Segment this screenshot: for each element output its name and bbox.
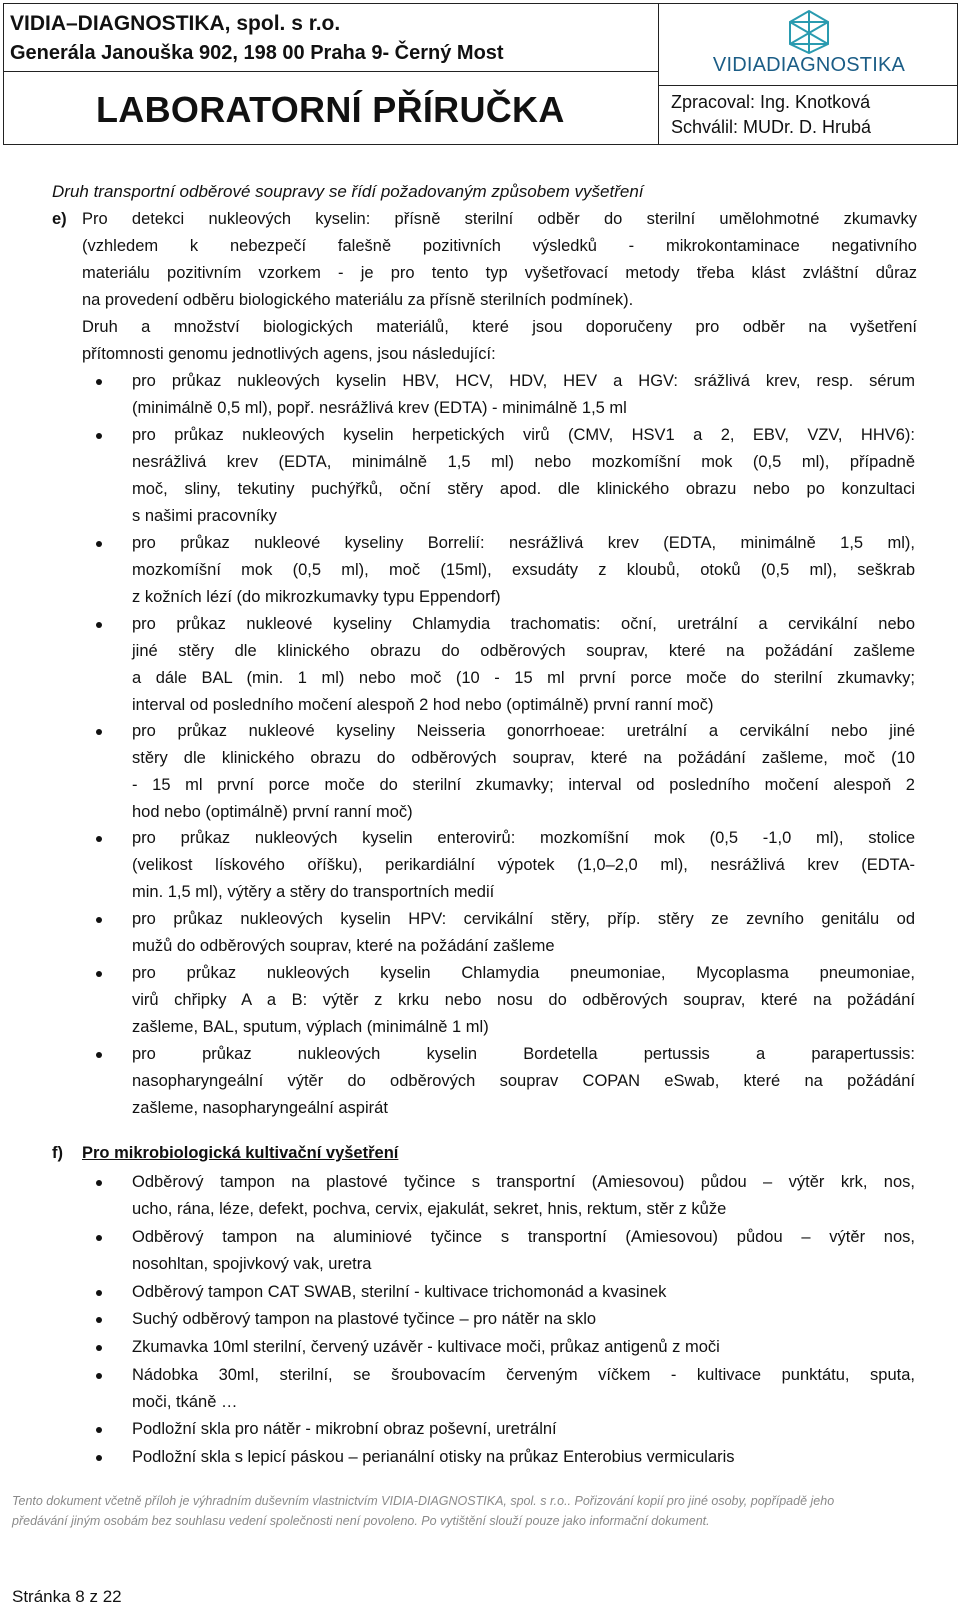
list-item-line: pro průkaz nukleové kyseliny Chlamydia trachomatis: oční, uretrální a cervikální nebo (132, 615, 915, 633)
list-item-line: virů chřipky A a B: výtěr z krku nebo nosu do odběrových souprav, které na požádání (132, 991, 915, 1009)
list-item-line: stěry dle klinického obrazu do odběrových souprav, které na požádání zašleme, moč (10 (132, 749, 915, 767)
prepared-by: Zpracoval: Ing. Knotková (671, 92, 871, 112)
bullet-dot (96, 1235, 102, 1241)
company-address: Generála Janouška 902, 198 00 Praha 9- Černý Most (10, 42, 504, 64)
section-e-text-line: (vzhledem k nebezpečí falešně pozitivních výsledků - mikrokontaminace negativního (82, 237, 917, 255)
list-item-line: s našimi pracovníky (132, 507, 277, 525)
bullet-dot (96, 1345, 102, 1351)
footer-note-line: Tento dokument včetně příloh je výhradním duševním vlastnictvím VIDIA-DIAGNOSTIKA, spol. s r.o.. Pořizování kopií pro jiné osoby, popřípadě jeho (12, 1494, 835, 1508)
section-e-text-line: materiálu pozitivním vzorkem - je pro tento typ vyšetřovací metody třeba klást zvláštní důraz (82, 264, 917, 282)
manual-title: LABORATORNÍ PŘÍRUČKA (96, 89, 565, 130)
bullet-dot (96, 729, 102, 735)
footer-note (12, 1491, 948, 1531)
section-e-paragraph-line: Druh a množství biologických materiálů, které jsou doporučeny pro odběr na vyšetření (82, 318, 917, 336)
list-item-line: zašleme, BAL, sputum, výplach (minimálně 1 ml) (132, 1018, 489, 1036)
section-f-heading: Pro mikrobiologická kultivační vyšetření (82, 1144, 399, 1162)
footer-note-line: předávání jiným osobám bez souhlasu vedení společnosti není povoleno. Po vytištění slouží pouze jako informační dokument. (12, 1514, 710, 1528)
section-e-marker: e) (52, 210, 67, 228)
header-title-block (4, 72, 658, 144)
list-item-line: pro průkaz nukleových kyselin Chlamydia pneumoniae, Mycoplasma pneumoniae, (132, 964, 915, 982)
list-item-line: pro průkaz nukleové kyseliny Neisseria gonorrhoeae: uretrální a cervikální nebo jiné (132, 722, 915, 740)
intro-text: Druh transportní odběrové soupravy se řídí požadovaným způsobem vyšetření (52, 182, 644, 201)
bullet-dot (96, 1455, 102, 1461)
list-item-line: moči, tkáně … (132, 1393, 238, 1411)
list-item-line: (velikost lískového oříšku), perikardiální výpotek (1,0–2,0 ml), nesrážlivá krev (EDTA- (132, 856, 915, 874)
list-item-line: nesrážlivá krev (EDTA, minimálně 1,5 ml) nebo mozkomíšní mok (0,5 ml), případně (132, 453, 915, 471)
list-item-line: nosohltan, spojivkový vak, uretra (132, 1255, 372, 1273)
list-item-line: Nádobka 30ml, sterilní, se šroubovacím červeným víčkem - kultivace punktátu, sputa, (132, 1366, 915, 1384)
list-item-line: mozkomíšní mok (0,5 ml), moč (15ml), exsudáty z kloubů, otoků (0,5 ml), seškrab (132, 561, 915, 579)
bullet-dot (96, 1290, 102, 1296)
list-item-line: pro průkaz nukleových kyselin enterovirů: mozkomíšní mok (0,5 -1,0 ml), stolice (132, 829, 915, 847)
page-number: Stránka 8 z 22 (12, 1587, 122, 1606)
header-company-block (4, 4, 658, 72)
list-item-line: a dále BAL (min. 1 ml) nebo moč (10 - 15 ml první porce moče do sterilní zkumavky; (132, 669, 915, 687)
company-name: VIDIA–DIAGNOSTIKA, spol. s r.o. (10, 12, 341, 35)
list-item-line: (minimálně 0,5 ml), popř. nesrážlivá krev (EDTA) - minimálně 1,5 ml (132, 399, 627, 417)
bullet-dot (96, 541, 102, 547)
section-e-text-line: na provedení odběru biologického materiálu za přísně sterilních podmínek). (82, 291, 634, 309)
list-item-line: pro průkaz nukleových kyselin herpetických virů (CMV, HSV1 a 2, EBV, VZV, HHV6): (132, 426, 915, 444)
list-item-line: min. 1,5 ml), výtěry a stěry do transportních medií (132, 883, 495, 901)
list-item-line: Odběrový tampon CAT SWAB, sterilní - kultivace trichomonád a kvasinek (132, 1283, 667, 1301)
list-item-line: pro průkaz nukleové kyseliny Borrelií: nesrážlivá krev (EDTA, minimálně 1,5 ml), (132, 534, 915, 552)
bullet-dot (96, 1317, 102, 1323)
list-item-line: pro průkaz nukleových kyselin HPV: cervikální stěry, příp. stěry ze zevního genitálu od (132, 910, 915, 928)
list-item-line: pro průkaz nukleových kyselin HBV, HCV, HDV, HEV a HGV: srážlivá krev, resp. sérum (132, 372, 915, 390)
approved-by: Schválil: MUDr. D. Hrubá (671, 117, 872, 137)
list-item-line: interval od posledního močení alespoň 2 hod nebo (optimálně) první ranní moč) (132, 696, 714, 714)
section-e-paragraph-line: přítomnosti genomu jednotlivých agens, jsou následující: (82, 345, 496, 363)
list-item-line: - 15 ml první porce moče do sterilní zkumavky; interval od posledního močení alespoň 2 (132, 776, 915, 794)
bullet-dot (96, 917, 102, 923)
header-left (4, 4, 659, 144)
list-item-line: nasopharyngeální výtěr do odběrových souprav COPAN eSwab, které na požádání (132, 1072, 915, 1090)
bullet-dot (96, 836, 102, 842)
list-item-line: Podložní skla pro nátěr - mikrobní obraz poševní, uretrální (132, 1420, 557, 1438)
logo-text: VIDIADIAGNOSTIKA (712, 54, 906, 76)
logo-mark-icon (764, 8, 854, 54)
section-f-marker: f) (52, 1144, 63, 1162)
bullet-dot (96, 1373, 102, 1379)
document-header (3, 3, 958, 145)
section-e-text-line: Pro detekci nukleových kyselin: přísně sterilní odběr do sterilní umělohmotné zkumavky (82, 210, 917, 228)
bullet-dot (96, 379, 102, 385)
list-item-line: moč, sliny, tekutiny puchýřků, oční stěry apod. dle klinického obrazu nebo po konzultaci (132, 480, 915, 498)
list-item-line: Odběrový tampon na aluminiové tyčince s transportní (Amiesovou) půdou – výtěr nos, (132, 1228, 915, 1246)
logo (659, 4, 957, 86)
list-item-line: Zkumavka 10ml sterilní, červený uzávěr - kultivace moči, průkaz antigenů z moči (132, 1338, 720, 1356)
bullet-dot (96, 622, 102, 628)
list-item-line: pro průkaz nukleových kyselin Bordetella pertussis a parapertussis: (132, 1045, 915, 1063)
list-item-line: Odběrový tampon na plastové tyčince s transportní (Amiesovou) půdou – výtěr krk, nos, (132, 1173, 915, 1191)
list-item-line: ucho, rána, léze, defekt, pochva, cervix, ejakulát, sekret, hnis, rektum, stěr z kůže (132, 1200, 727, 1218)
bullet-dot (96, 1427, 102, 1433)
bullet-dot (96, 433, 102, 439)
bullet-dot (96, 1052, 102, 1058)
list-item-line: zašleme, nasopharyngeální aspirát (132, 1099, 388, 1117)
list-item-line: Podložní skla s lepicí páskou – perianální otisky na průkaz Enterobius vermicularis (132, 1448, 735, 1466)
list-item-line: mužů do odběrových souprav, které na požádání zašleme (132, 937, 555, 955)
list-item-line: Suchý odběrový tampon na plastové tyčince – pro nátěr na sklo (132, 1310, 597, 1328)
list-item-line: hod nebo (optimálně) první ranní moč) (132, 803, 413, 821)
bullet-dot (96, 1180, 102, 1186)
header-right (659, 4, 957, 144)
list-item-line: z kožních lézí (do mikrozkumavky typu Eppendorf) (132, 588, 501, 606)
list-item-line: jiné stěry dle klinického obrazu do odběrových souprav, které na požádání zašleme (132, 642, 915, 660)
bullet-dot (96, 971, 102, 977)
